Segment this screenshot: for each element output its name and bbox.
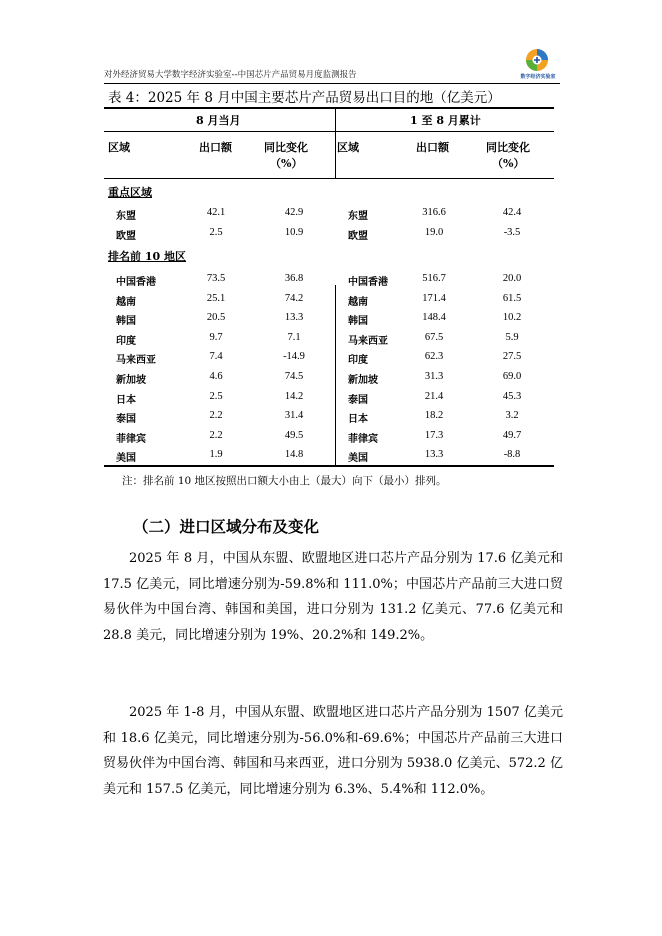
- row-region-right: 新加坡: [348, 375, 378, 386]
- col-header-yoy-left: 同比变化: [264, 141, 308, 154]
- row-yoy-left: 13.3: [284, 312, 304, 324]
- row-export-left: 9.7: [209, 331, 223, 343]
- page-header: [104, 48, 560, 84]
- row-yoy-right: 61.5: [502, 292, 522, 304]
- row-export-left: 1.9: [209, 449, 223, 461]
- row-export-left: 2.5: [209, 390, 223, 402]
- row-region-right: 美国: [348, 453, 368, 465]
- row-export-left: 2.5: [209, 226, 223, 238]
- row-export-right: 316.6: [422, 207, 446, 218]
- row-region-left: 韩国: [116, 316, 136, 328]
- table-top-rule: [104, 107, 554, 109]
- row-yoy-left: 42.9: [284, 207, 304, 218]
- logo-label: 数字经济实验室: [520, 74, 556, 80]
- row-yoy-right: 42.4: [502, 207, 522, 218]
- row-yoy-left: 7.1: [287, 331, 301, 343]
- row-export-right: 516.7: [422, 273, 446, 284]
- row-region-right: 韩国: [348, 316, 368, 328]
- row-export-right: 19.0: [424, 226, 444, 238]
- row-region-left: 菲律宾: [116, 433, 146, 445]
- row-yoy-left: 10.9: [284, 226, 304, 238]
- table-bottom-rule: [104, 465, 554, 467]
- row-yoy-right: -8.8: [503, 449, 521, 461]
- row-yoy-right: 3.2: [505, 410, 519, 422]
- row-region-left: 日本: [116, 394, 136, 406]
- row-export-right: 21.4: [424, 390, 444, 402]
- row-region-right: 印度: [348, 355, 368, 367]
- row-region-right: 泰国: [348, 394, 368, 406]
- row-export-left: 2.2: [209, 429, 223, 441]
- row-region-left: 东盟: [116, 211, 136, 222]
- row-yoy-right: 69.0: [502, 371, 522, 382]
- row-yoy-right: 5.9: [505, 331, 519, 343]
- column-divider-bottom: [335, 285, 336, 466]
- section-label-key-regions: 重点区域: [108, 186, 152, 199]
- row-region-right: 马来西亚: [348, 335, 388, 347]
- row-region-left: 新加坡: [116, 375, 146, 386]
- column-divider-top: [335, 107, 336, 179]
- row-export-right: 18.2: [424, 410, 444, 422]
- paragraph-jan-aug: 2025 年 1-8 月，中国从东盟、欧盟地区进口芯片产品分别为 1507 亿美元和 18.6 亿美元，同比增速分别为-56.0%和-69.6%；中国芯片产品前三大进口贸易伙伴为中国台湾、韩国和马来西亚，进口分别为 5938.0 亿美元、572.2 亿美元和 157.5 亿美元，同比增速分别为 6.3%、5.4%和 112.0%。: [103, 705, 563, 797]
- table-caption: 表 4：2025 年 8 月中国主要芯片产品贸易出口目的地（亿美元）: [108, 90, 501, 106]
- col-header-yoy-unit-left: （%）: [270, 157, 303, 170]
- row-export-right: 67.5: [424, 331, 444, 343]
- row-export-left: 42.1: [206, 207, 226, 218]
- row-export-right: 13.3: [424, 449, 444, 461]
- row-region-left: 欧盟: [116, 230, 136, 242]
- paragraph-august: 2025 年 8 月，中国从东盟、欧盟地区进口芯片产品分别为 17.6 亿美元和 17.5 亿美元，同比增速分别为-59.8%和 111.0%；中国芯片产品前三大进口贸易伙伴为中国台湾、韩国和美国，进口分别为 131.2 亿美元、77.6 亿美元和 28.8 美元，同比增速分别为 19%、20.2%和 149.2%。: [103, 551, 563, 643]
- row-yoy-left: 31.4: [284, 410, 304, 422]
- row-yoy-left: 36.8: [284, 273, 304, 284]
- row-export-left: 7.4: [209, 351, 223, 363]
- group-header-rule: [104, 131, 554, 132]
- row-yoy-left: 74.2: [284, 292, 304, 304]
- col-header-yoy-right: 同比变化: [486, 141, 530, 154]
- group-header-jan-aug: 1 至 8 月累计: [410, 114, 481, 127]
- header-title: 对外经济贸易大学数字经济实验室--中国芯片产品贸易月度监测报告: [104, 70, 357, 80]
- row-yoy-left: 49.5: [284, 429, 304, 441]
- col-header-region-left: 区域: [108, 141, 130, 154]
- row-export-left: 25.1: [206, 292, 226, 304]
- row-yoy-right: 10.2: [502, 312, 522, 324]
- row-export-right: 62.3: [424, 351, 444, 363]
- row-region-right: 越南: [348, 296, 368, 308]
- row-region-left: 印度: [116, 335, 136, 347]
- row-export-left: 73.5: [206, 273, 226, 284]
- row-yoy-left: 74.5: [284, 371, 304, 382]
- lab-logo: [518, 48, 558, 82]
- logo-icon: [525, 48, 549, 72]
- group-header-august: 8 月当月: [196, 114, 241, 127]
- row-export-right: 31.3: [424, 371, 444, 382]
- row-region-right: 菲律宾: [348, 433, 378, 445]
- row-export-left: 4.6: [209, 371, 223, 382]
- row-export-right: 148.4: [422, 312, 446, 324]
- row-yoy-left: 14.8: [284, 449, 304, 461]
- row-export-left: 20.5: [206, 312, 226, 324]
- row-export-left: 2.2: [209, 410, 223, 422]
- row-yoy-left: 14.2: [284, 390, 304, 402]
- col-header-yoy-unit-right: （%）: [492, 157, 525, 170]
- row-region-left: 泰国: [116, 414, 136, 426]
- row-region-left: 中国香港: [116, 277, 156, 288]
- row-region-left: 越南: [116, 296, 136, 308]
- row-region-right: 欧盟: [348, 230, 368, 242]
- row-yoy-right: 27.5: [502, 351, 522, 363]
- row-yoy-right: 45.3: [502, 390, 522, 402]
- section-label-top10: 排名前 10 地区: [108, 250, 186, 263]
- col-header-export-left: 出口额: [199, 141, 232, 154]
- section-heading: （二）进口区域分布及变化: [133, 517, 320, 536]
- row-export-right: 171.4: [422, 292, 446, 304]
- row-yoy-right: -3.5: [503, 226, 521, 238]
- row-region-left: 马来西亚: [116, 355, 156, 367]
- col-header-export-right: 出口额: [416, 141, 449, 154]
- row-region-left: 美国: [116, 453, 136, 465]
- col-header-region-right: 区域: [337, 141, 359, 154]
- row-region-right: 东盟: [348, 211, 368, 222]
- row-region-right: 日本: [348, 414, 368, 426]
- row-yoy-right: 20.0: [502, 273, 522, 284]
- column-header-rule: [104, 178, 554, 179]
- row-export-right: 17.3: [424, 429, 444, 441]
- row-region-right: 中国香港: [348, 277, 388, 288]
- table-note: 注：排名前 10 地区按照出口额大小由上（最大）向下（最小）排列。: [122, 475, 447, 487]
- row-yoy-left: -14.9: [283, 351, 305, 363]
- row-yoy-right: 49.7: [502, 429, 522, 441]
